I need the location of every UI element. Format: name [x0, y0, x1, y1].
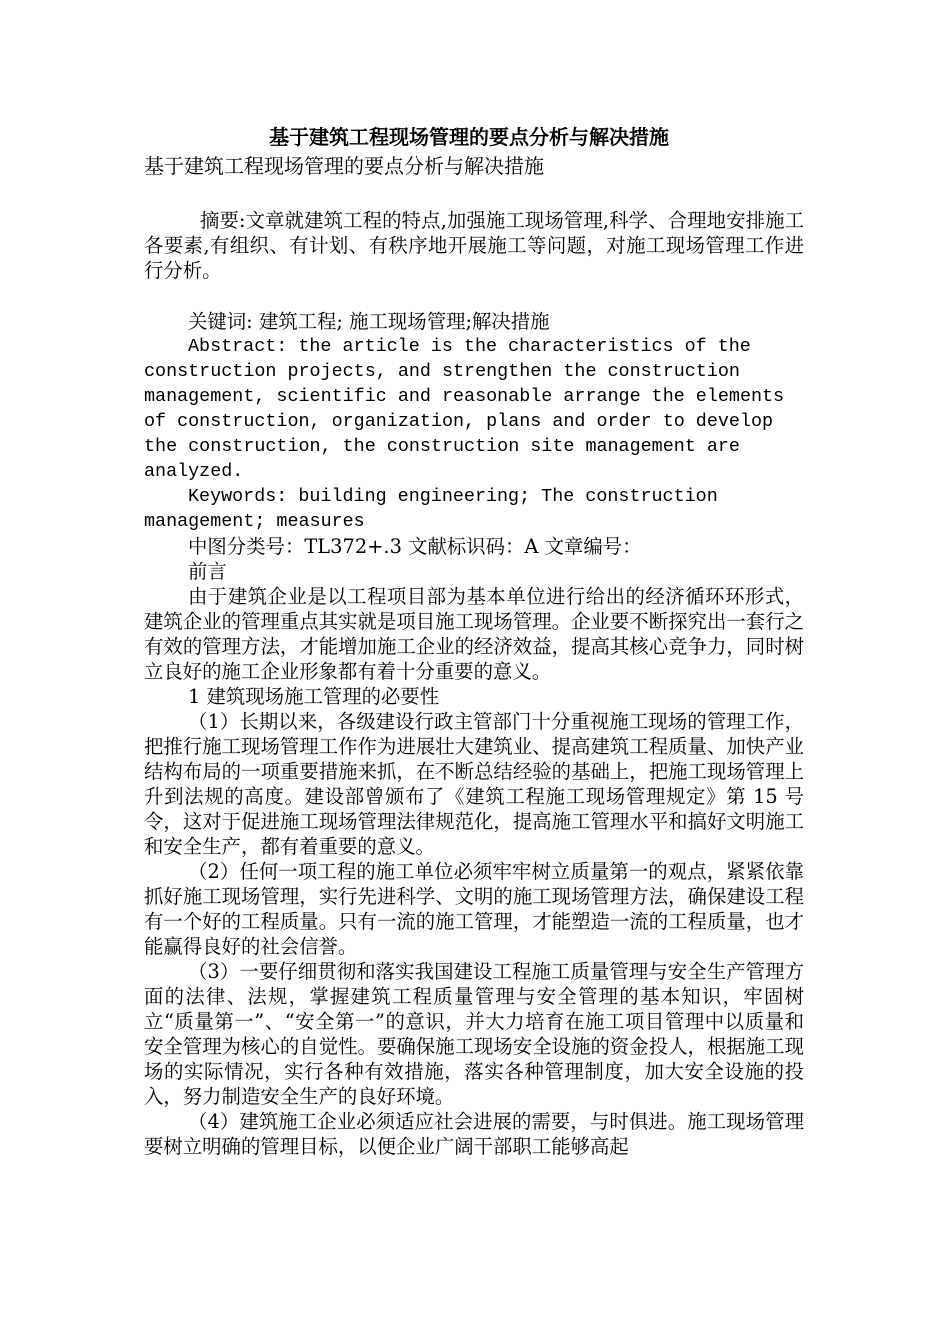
preface-paragraph: 由于建筑企业是以工程项目部为基本单位进行给出的经济循环环形式，建筑企业的管理重点其实就是项目施工现场管理。企业要不断探究出一套行之有效的管理方法，才能增加施工企业的经济效益，提高其核心竞争力，同时树立良好的施工企业形象都有着十分重要的意义。 — [144, 585, 804, 683]
document-subtitle: 基于建筑工程现场管理的要点分析与解决措施 — [144, 154, 544, 178]
classification-line: 中图分类号：TL372+.3 文献标识码：A 文章编号： — [188, 535, 642, 558]
document-body — [144, 122, 804, 1159]
paragraph-spacer — [144, 283, 804, 309]
section-1-item: （2）任何一项工程的施工单位必须牢牢树立质量第一的观点，紧紧依靠抓好施工现场管理，实行先进科学、文明的施工现场管理方法，确保建设工程有一个好的工程质量。只有一流的施工管理，才能塑造一流的工程质量，也才能赢得良好的社会信誉。 — [144, 860, 804, 958]
section-1-item: （1）长期以来，各级建设行政主管部门十分重视施工现场的管理工作，把推行施工现场管理工作作为进展壮大建筑业、提高建筑工程质量、加快产业结构布局的一项重要措施来抓，在不断总结经验的基础上，把施工现场管理上升到法规的高度。建设部曾颁布了《建筑工程施工现场管理规定》第 15 号令，这对于促进施工现场管理法律规范化，提高施工管理水平和搞好文明施工和安全生产，都有着重要的意义。 — [144, 710, 804, 858]
abstract-cn: 摘要:文章就建筑工程的特点,加强施工现场管理,科学、合理地安排施工各要素,有组织、有计划、有秩序地开展施工等问题，对施工现场管理工作进行分析。 — [144, 209, 804, 282]
section-1-item: （4）建筑施工企业必须适应社会进展的需要，与时俱进。施工现场管理要树立明确的管理目标，以便企业广阔干部职工能够高起 — [144, 1110, 804, 1158]
abstract-en: Abstract: the article is the characteristics of the construction projects, and strengthen the construction management, scientific and reasonable arrange the elements of construction, organization, plans and order to develop the construction, the construction site management are analyzed. — [144, 336, 785, 482]
document-title: 基于建筑工程现场管理的要点分析与解决措施 — [269, 125, 669, 149]
keywords-cn: 关键词: 建筑工程; 施工现场管理;解决措施 — [188, 310, 550, 333]
section-1-item: （3）一要仔细贯彻和落实我国建设工程施工质量管理与安全生产管理方面的法律、法规，掌握建筑工程质量管理与安全管理的基本知识，牢固树立“质量第一”、“安全第一”的意识，并大力培育在施工项目管理中以质量和安全管理为核心的自觉性。要确保施工现场安全设施的资金投人，根据施工现场的实际情况，实行各种有效措施，落实各种管理制度，加大安全设施的投入，努力制造安全生产的良好环境。 — [144, 960, 804, 1108]
section-1-heading: 1 建筑现场施工管理的必要性 — [188, 685, 440, 708]
preface-heading: 前言 — [188, 560, 227, 583]
keywords-en: Keywords: building engineering; The construction management; measures — [144, 486, 718, 532]
